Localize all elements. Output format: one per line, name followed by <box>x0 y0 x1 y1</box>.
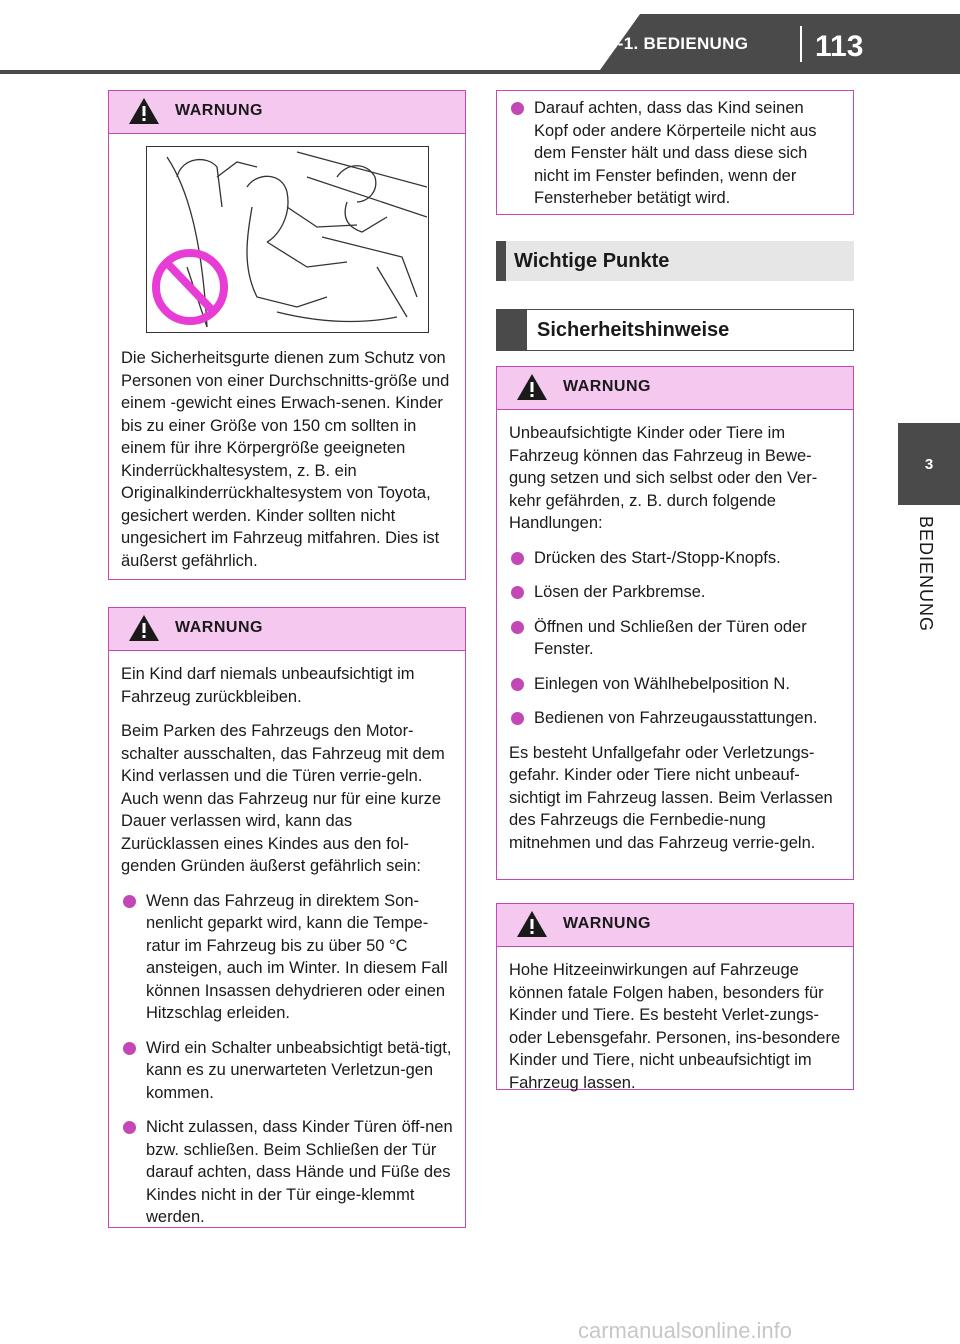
list-item-text: Öffnen und Schließen der Türen oder Fenster. <box>534 617 807 658</box>
warning-box-seatbelt <box>108 90 466 580</box>
header-rule <box>0 70 960 74</box>
bullet-icon <box>511 712 524 725</box>
warning-label: WARNUNG <box>563 915 651 932</box>
section-heading-text: Wichtige Punkte <box>514 249 670 272</box>
list-item-text: Drücken des Start-/Stopp-Knopfs. <box>534 548 781 567</box>
heading-bar <box>496 241 506 281</box>
list-item <box>121 1116 453 1229</box>
subsection-heading <box>496 309 854 351</box>
subsection-heading-text: Sicherheitshinweise <box>537 318 730 341</box>
warning-box-unattended-child <box>108 607 466 1228</box>
warning-body <box>109 333 465 582</box>
bullet-icon <box>123 1042 136 1055</box>
warning-header <box>109 91 465 134</box>
warning-triangle-icon <box>515 909 549 939</box>
list-item-text: Wird ein Schalter unbeabsichtigt betä-tigt, kann es zu unerwarteten Verletzun-gen kommen. <box>146 1038 452 1102</box>
warning-triangle-icon <box>127 96 161 126</box>
list-item-text: Einlegen von Wählhebelposition N. <box>534 674 790 693</box>
watermark: carmanualsonline.info <box>578 1318 793 1343</box>
chapter-tab <box>898 423 960 505</box>
list-item-text: Nicht zulassen, dass Kinder Türen öff-nen bzw. schließen. Beim Schließen der Tür darauf achten, dass Hände und Füße des Kindes nicht in der Tür einge-klemmt werden. <box>146 1118 453 1226</box>
warning-label: WARNUNG <box>175 102 263 119</box>
list-item <box>509 707 841 730</box>
list-item <box>509 97 841 210</box>
chapter-label: BEDIENUNG <box>916 516 936 633</box>
warning-header <box>109 608 465 651</box>
page-number: 113 <box>815 30 864 63</box>
section-title: 3-1. BEDIENUNG <box>608 34 749 53</box>
bullet-icon <box>511 102 524 115</box>
list-item-text: Bedienen von Fahrzeugausstattungen. <box>534 709 818 727</box>
warning-body <box>497 410 853 864</box>
bullet-icon <box>511 552 524 565</box>
bullet-icon <box>511 586 524 599</box>
child-seatbelt-illustration <box>146 146 429 333</box>
section-heading <box>496 241 854 281</box>
warning-text: Hohe Hitzeeinwirkungen auf Fahrzeuge können fatale Folgen haben, besonders für Kinder und Tiere. Es besteht Verlet-zungs- oder Lebensgefahr. Personen, ins-besondere Kinder und Tiere, nicht unbeaufsichtigt im Fahrzeug lassen. <box>509 961 841 1092</box>
warning-triangle-icon <box>127 613 161 643</box>
bullet-icon <box>511 678 524 691</box>
warning-label: WARNUNG <box>175 619 263 636</box>
paragraph: Es besteht Unfallgefahr oder Verletzungs-gefahr. Kinder oder Tiere nicht unbeauf-sichtigt im Fahrzeug lassen. Beim Verlassen des Fahrzeugs die Fernbedie-nung mitnehmen und das Fahrzeug verrie-geln. <box>509 743 833 852</box>
list-item-text: Lösen der Parkbremse. <box>534 583 706 601</box>
heading-bar <box>497 310 527 350</box>
warning-header <box>497 904 853 947</box>
warning-text: Die Sicherheitsgurte dienen zum Schutz von Personen von einer Durchschnitts-größe und einem -gewicht eines Erwach-senen. Kinder bis zu einer Größe von 150 cm sollten in einem für ihre Körpergröße geeigneten Kinderrückhaltesystem, z. B. ein Originalkinderrückhaltesystem von Toyota, gesichert werden. Kinder sollten nicht ungesichert im Fahrzeug mitfahren. Dies ist äußerst gefährlich. <box>121 349 450 570</box>
warning-box-continued <box>496 90 854 215</box>
list-item-text: Darauf achten, dass das Kind seinen Kopf oder andere Körperteile nicht aus dem Fenster hält und dass diese sich nicht im Fenster befinden, wenn der Fensterheber betätigt wird. <box>534 99 817 207</box>
paragraph: Unbeaufsichtigte Kinder oder Tiere im Fahrzeug können das Fahrzeug in Bewe-gung setzen und sich selbst oder den Ver-kehr gefährden, z. B. durch folgende Handlungen: <box>509 424 818 532</box>
header-separator <box>800 26 802 62</box>
list-item-text: Wenn das Fahrzeug in direktem Son-nenlicht geparkt wird, kann die Tempe-ratur im Fahrzeug bis zu über 50 °C ansteigen, auch im Winter. In diesem Fall können Insassen dehydrieren oder einen Hitzschlag erleiden. <box>146 891 448 1022</box>
warning-triangle-icon <box>515 372 549 402</box>
warning-box-unattended-vehicle <box>496 366 854 880</box>
list-item <box>509 581 841 604</box>
paragraph: Beim Parken des Fahrzeugs den Motor-schalter ausschalten, das Fahrzeug mit dem Kind verlassen und die Türen verrie-geln. Auch wenn das Fahrzeug nur für eine kurze Dauer verlassen wird, kann das Zurücklassen eines Kindes aus den fol-genden Gründen äußerst gefährlich sein: <box>121 722 445 875</box>
bullet-icon <box>123 895 136 908</box>
warning-box-heat <box>496 903 854 1090</box>
bullet-icon <box>511 621 524 634</box>
warning-header <box>497 367 853 410</box>
list-item <box>509 673 841 696</box>
warning-body <box>109 651 465 1239</box>
illustration-drawing <box>147 147 427 331</box>
list-item <box>121 1037 453 1105</box>
list-item <box>121 890 453 1025</box>
bullet-icon <box>123 1121 136 1134</box>
list-item <box>509 547 841 570</box>
chapter-number: 3 <box>924 455 934 473</box>
warning-body <box>497 91 853 220</box>
list-item <box>509 616 841 661</box>
warning-label: WARNUNG <box>563 378 651 395</box>
paragraph: Ein Kind darf niemals unbeaufsichtigt im Fahrzeug zurückbleiben. <box>121 665 415 706</box>
warning-body <box>497 947 853 1104</box>
